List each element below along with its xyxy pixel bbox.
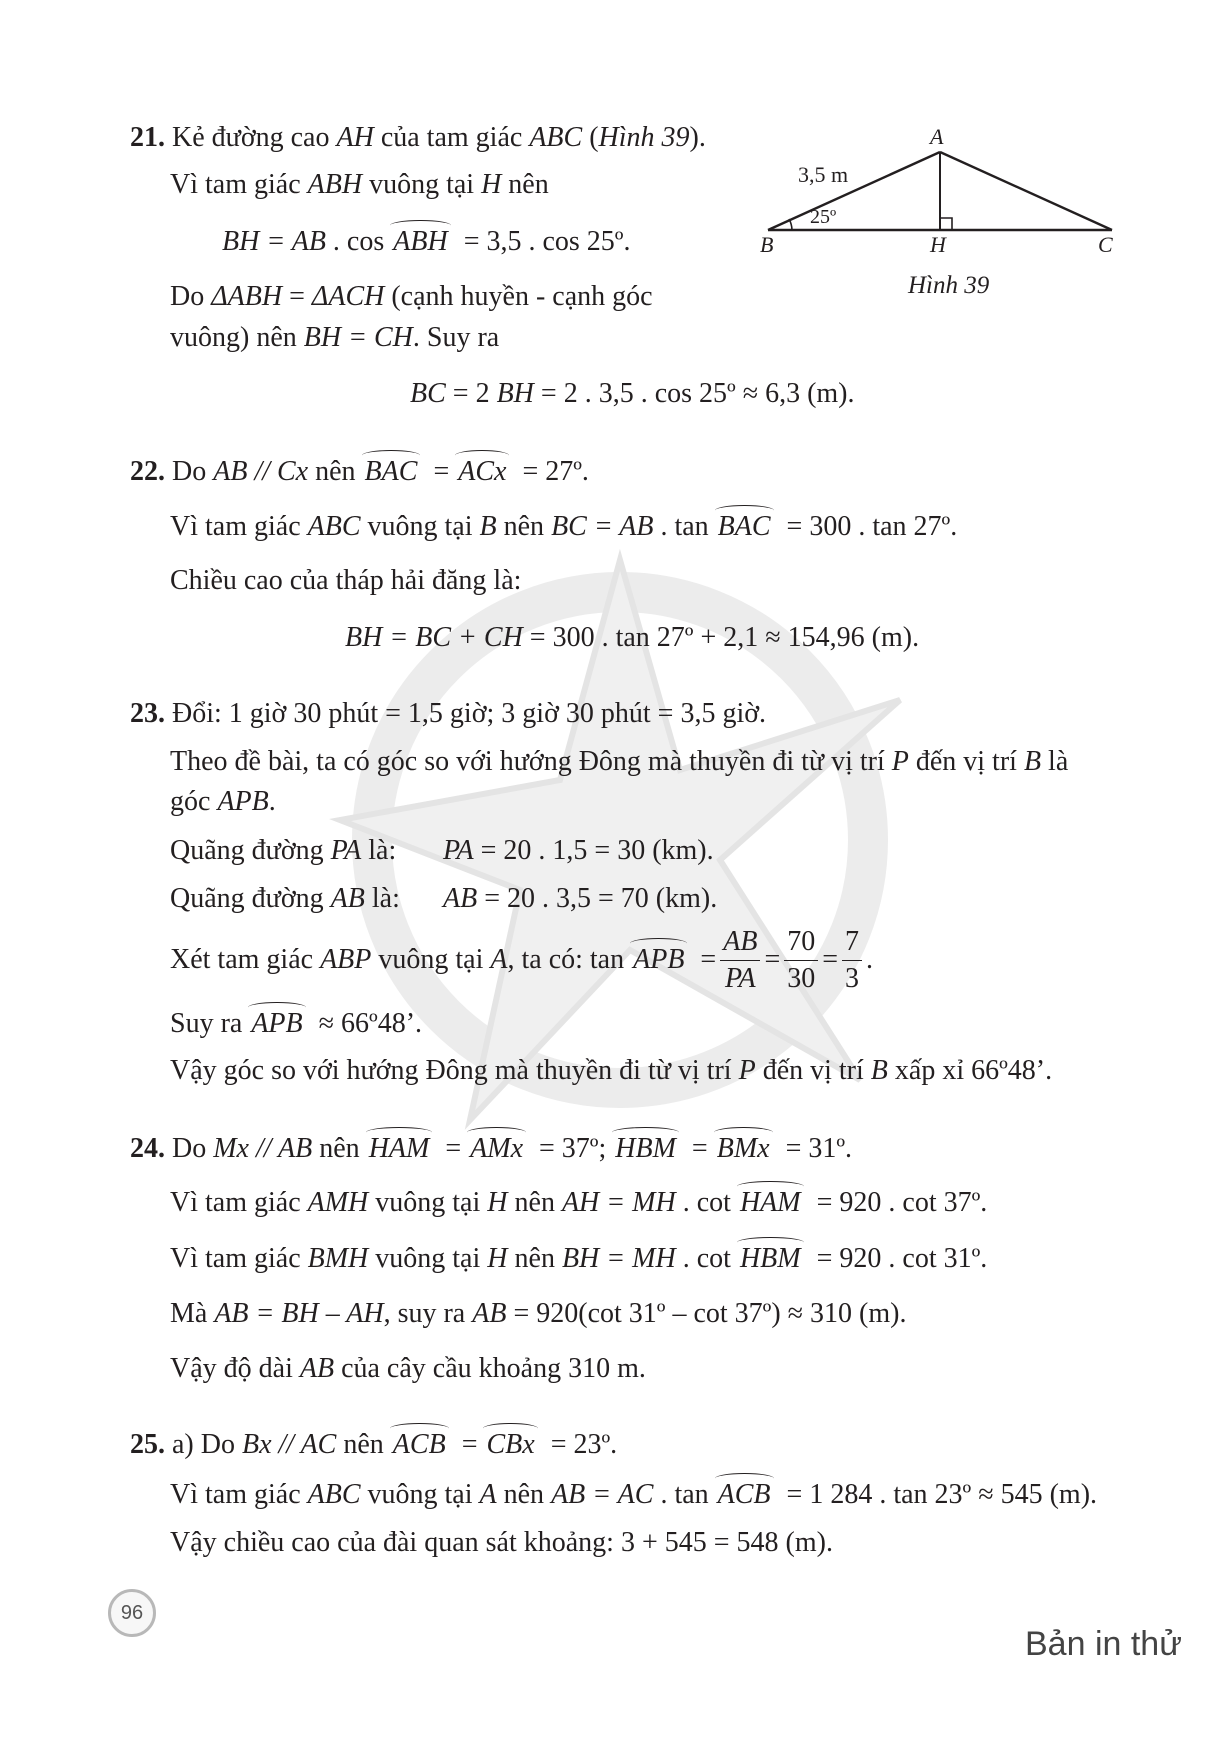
p24-number: 24.	[130, 1133, 165, 1164]
side-ac	[940, 152, 1112, 230]
p21-line5: vuông) nên BH = CH. Suy ra	[170, 322, 500, 353]
p25-line3: Vậy chiều cao của đài quan sát khoảng: 3 + 545 = 548 (m).	[170, 1527, 833, 1558]
p21-line1: 21. Kẻ đường cao AH của tam giác ABC (Hình 39).	[130, 122, 706, 153]
label-b: B	[760, 232, 774, 257]
p23-line2: Theo đề bài, ta có góc so với hướng Đông mà thuyền đi từ vị trí P đến vị trí B là	[170, 746, 1069, 777]
label-a: A	[930, 124, 944, 149]
p23-line4: Quãng đường PA là:	[170, 835, 397, 866]
p25-line1: 25. a) Do Bx // AC nên ACB = CBx = 23º.	[130, 1429, 618, 1460]
p23-line5-eq: AB = 20 . 3,5 = 70 (km).	[443, 883, 718, 914]
draft-print-label: Bản in thử	[1025, 1625, 1182, 1663]
p23-line5: Quãng đường AB là:	[170, 883, 400, 914]
right-angle-mark	[940, 218, 952, 230]
p24-line1: 24. Do Mx // AB nên HAM = AMx = 37º; HBM = BMx = 31º.	[130, 1133, 853, 1164]
p21-equation1: BH = AB . cos ABH = 3,5 . cos 25º.	[222, 226, 631, 257]
fraction-70-30: $\frac{70}{30}$	[784, 926, 818, 995]
p22-equation: BH = BC + CH = 300 . tan 27º + 2,1 ≈ 154,96 (m).	[345, 622, 920, 653]
angle-label: 25º	[810, 206, 837, 228]
p23-line3: góc APB.	[170, 786, 276, 817]
angle-arc-b	[789, 219, 792, 230]
side-length-label: 3,5 m	[798, 162, 849, 187]
p23-line8: Vậy góc so với hướng Đông mà thuyền đi từ vị trí P đến vị trí B xấp xỉ 66º48’.	[170, 1055, 1053, 1086]
figure-caption: Hình 39	[908, 272, 990, 299]
label-h: H	[930, 232, 946, 257]
p22-line3: Chiều cao của tháp hải đăng là:	[170, 565, 522, 596]
p22-line2: Vì tam giác ABC vuông tại B nên BC = AB . tan BAC = 300 . tan 27º.	[170, 511, 958, 542]
p21-line2: Vì tam giác ABH vuông tại H nên	[170, 169, 549, 200]
p24-line4: Mà AB = BH – AH, suy ra AB = 920(cot 31º – cot 37º) ≈ 310 (m).	[170, 1298, 907, 1329]
p23-line7: Suy ra APB ≈ 66º48’.	[170, 1008, 423, 1039]
p23-line1: 23. Đổi: 1 giờ 30 phút = 1,5 giờ; 3 giờ 30 phút = 3,5 giờ.	[130, 698, 767, 729]
p22-number: 22.	[130, 456, 165, 487]
p24-line2: Vì tam giác AMH vuông tại H nên AH = MH . cot HAM = 920 . cot 37º.	[170, 1187, 988, 1218]
p22-line1: 22. Do AB // Cx nên BAC = ACx = 27º.	[130, 456, 589, 487]
p24-line5: Vậy độ dài AB của cây cầu khoảng 310 m.	[170, 1353, 646, 1384]
side-ab	[768, 152, 940, 230]
p23-line6: Xét tam giác ABP vuông tại A , ta có: tan APB = $\frac{AB}{PA}$ = $\frac{70}{30}$ = $\frac{7}{3}$ .	[170, 925, 874, 994]
p25-line2: Vì tam giác ABC vuông tại A nên AB = AC . tan ACB = 1 284 . tan 23º ≈ 545 (m).	[170, 1479, 1098, 1510]
p21-number: 21.	[130, 122, 165, 153]
label-c: C	[1098, 232, 1113, 257]
p23-line4-eq: PA = 20 . 1,5 = 30 (km).	[443, 835, 714, 866]
p23-number: 23.	[130, 698, 165, 729]
p25-number: 25.	[130, 1429, 165, 1460]
p21-line4: Do ΔABH = ΔACH (cạnh huyền - cạnh góc	[170, 281, 653, 312]
page-number-badge: 96	[108, 1589, 156, 1637]
fraction-ab-pa: $\frac{AB}{PA}$	[720, 926, 760, 995]
p21-equation2: BC = 2 BH = 2 . 3,5 . cos 25º ≈ 6,3 (m).	[410, 378, 855, 409]
fraction-7-3: $\frac{7}{3}$	[842, 926, 862, 995]
p24-line3: Vì tam giác BMH vuông tại H nên BH = MH . cot HBM = 920 . cot 31º.	[170, 1243, 988, 1274]
